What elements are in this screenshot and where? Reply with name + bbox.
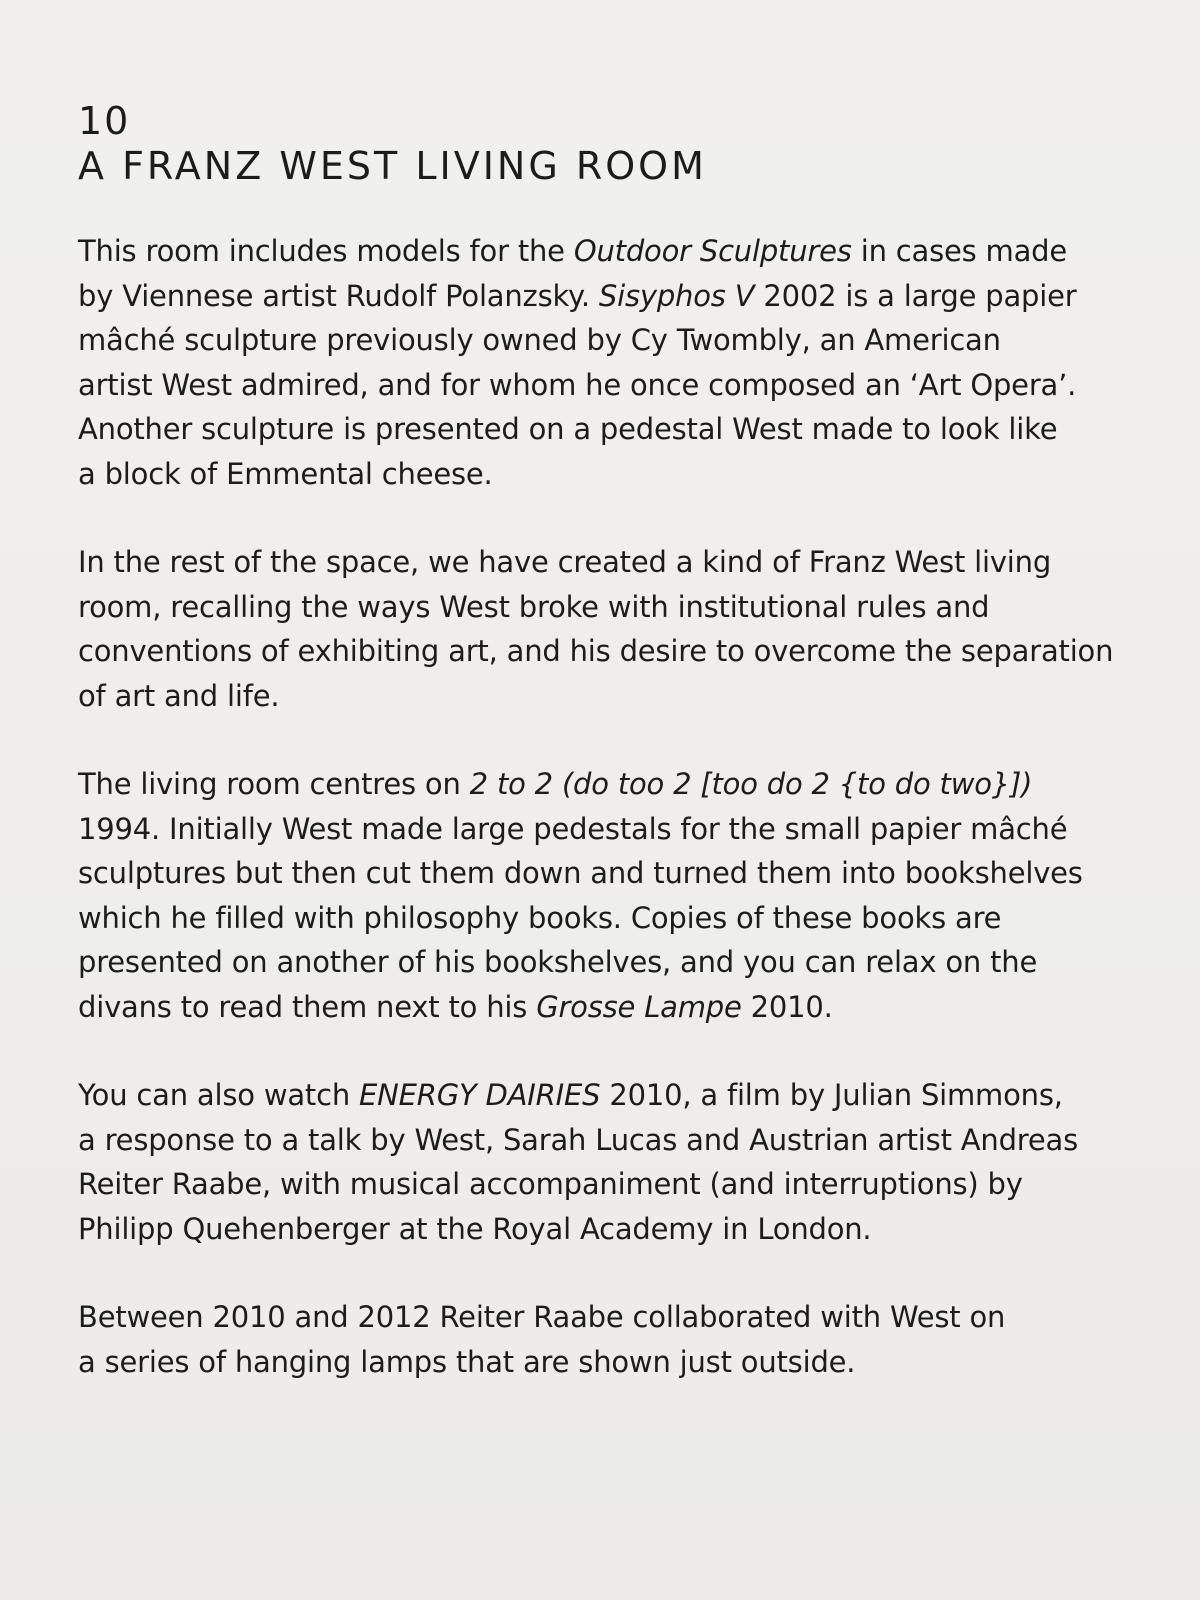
text-segment: a series of hanging lamps that are shown just outside.: [78, 1344, 856, 1379]
text-line: [78, 1118, 1158, 1163]
artwork-title: 2 to 2 (do too 2 [too do 2 {to do two}]): [469, 767, 1033, 802]
label-paragraph-2: [78, 540, 1158, 718]
text-line: [78, 807, 1158, 852]
text-segment: mâché sculpture previously owned by Cy Twombly, an American: [78, 323, 1001, 358]
text-line: [78, 1340, 1158, 1385]
text-segment: Between 2010 and 2012 Reiter Raabe collaborated with West on: [78, 1300, 1006, 1335]
text-line: [78, 940, 1158, 985]
label-paragraph-4: [78, 1073, 1158, 1251]
label-paragraph-3: [78, 762, 1158, 1029]
text-line: [78, 407, 1158, 452]
label-paragraph-5: [78, 1295, 1158, 1384]
artwork-title: Outdoor Sculptures: [573, 234, 852, 269]
text-segment: presented on another of his bookshelves, and you can relax on the: [78, 945, 1038, 980]
text-line: [78, 274, 1158, 319]
artwork-title: Grosse Lampe: [536, 989, 742, 1024]
text-line: [78, 1295, 1158, 1340]
label-paragraph-1: [78, 229, 1158, 496]
room-number: 10: [78, 99, 131, 143]
text-segment: room, recalling the ways West broke with institutional rules and: [78, 589, 990, 624]
text-segment: 2010, a film by Julian Simmons,: [600, 1078, 1063, 1113]
text-segment: in cases made: [851, 234, 1068, 269]
text-segment: by Viennese artist Rudolf Polanzsky.: [78, 278, 599, 313]
text-line: [78, 363, 1158, 408]
text-segment: artist West admired, and for whom he once composed an ‘Art Opera’.: [78, 367, 1077, 402]
label-body: [78, 229, 1158, 1384]
text-line: [78, 229, 1158, 274]
text-segment: 1994. Initially West made large pedestals for the small papier mâché: [78, 811, 1068, 846]
text-line: [78, 540, 1158, 585]
text-segment: In the rest of the space, we have created a kind of Franz West living: [78, 545, 1052, 580]
text-segment: You can also watch: [78, 1078, 360, 1113]
text-line: [78, 851, 1158, 896]
text-segment: This room includes models for the: [78, 234, 574, 269]
text-line: [78, 452, 1158, 497]
text-line: [78, 585, 1158, 630]
text-segment: sculptures but then cut them down and turned them into bookshelves: [78, 856, 1083, 891]
text-line: [78, 1073, 1158, 1118]
text-line: [78, 985, 1158, 1030]
text-line: [78, 1207, 1158, 1252]
text-segment: Reiter Raabe, with musical accompaniment (and interruptions) by: [78, 1167, 1023, 1202]
text-segment: conventions of exhibiting art, and his desire to overcome the separation: [78, 634, 1114, 669]
text-line: [78, 629, 1158, 674]
text-segment: a block of Emmental cheese.: [78, 456, 493, 491]
text-segment: Another sculpture is presented on a pedestal West made to look like: [78, 412, 1058, 447]
text-segment: 2010.: [741, 989, 833, 1024]
text-line: [78, 1162, 1158, 1207]
text-segment: of art and life.: [78, 678, 280, 713]
artwork-title: ENERGY DAIRIES: [359, 1078, 601, 1113]
text-line: [78, 896, 1158, 941]
text-segment: 2002 is a large papier: [754, 278, 1077, 313]
wall-label: [78, 100, 1158, 1428]
text-segment: Philipp Quehenberger at the Royal Academy in London.: [78, 1211, 872, 1246]
artwork-title: Sisyphos V: [598, 278, 755, 313]
text-segment: which he filled with philosophy books. Copies of these books are: [78, 900, 1002, 935]
text-line: [78, 674, 1158, 719]
text-segment: a response to a talk by West, Sarah Lucas and Austrian artist Andreas: [78, 1122, 1078, 1157]
text-line: [78, 318, 1158, 363]
room-title: A FRANZ WEST LIVING ROOM: [78, 143, 707, 188]
text-segment: divans to read them next to his: [78, 989, 537, 1024]
text-segment: The living room centres on: [78, 767, 470, 802]
text-line: [78, 762, 1158, 807]
